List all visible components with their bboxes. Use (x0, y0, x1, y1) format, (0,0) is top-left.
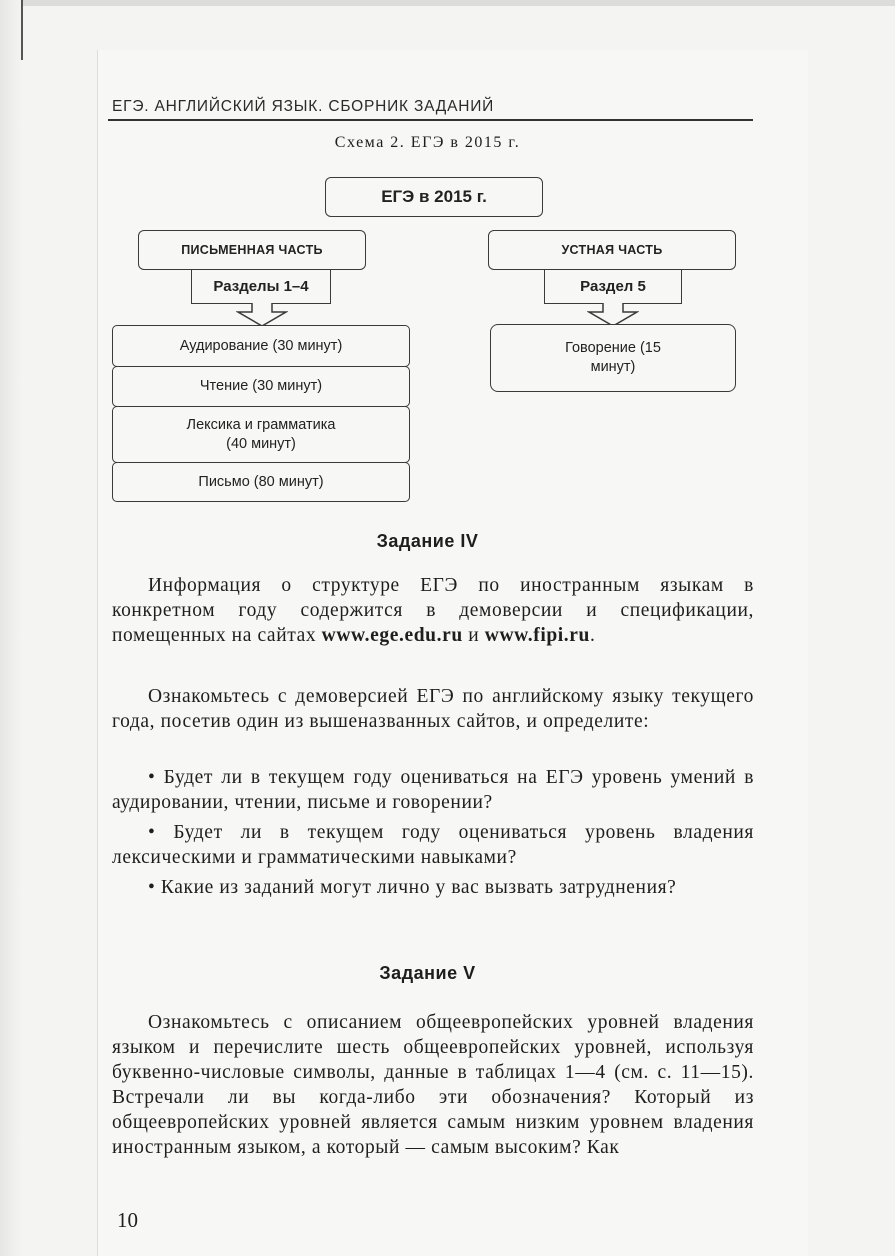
task4-p1-and: и (462, 625, 485, 646)
scheme-caption: Схема 2. ЕГЭ в 2015 г. (334, 134, 521, 151)
written-item-label: Чтение (30 минут) (199, 378, 323, 395)
task4-bullet: • Будет ли в текущем году оцениваться уровень владения лексическими и грамматическими навыками? (112, 822, 754, 868)
task4-p1-text: Информация о структуре ЕГЭ по иностранным языкам в конкретном году содержится в демоверсии и спецификации, помещенных на сайтах (112, 575, 754, 646)
task4-heading: Задание IV (376, 531, 479, 551)
written-item-lexis-grammar (112, 406, 410, 463)
written-item-writing (112, 462, 410, 502)
written-item-reading (112, 366, 410, 407)
written-item-listening (112, 325, 410, 367)
oral-part-label: УСТНАЯ ЧАСТЬ (561, 242, 663, 257)
written-item-label: Лексика и грамматика (40 минут) (186, 416, 336, 452)
page-number: 10 (117, 1208, 138, 1232)
task5-heading: Задание V (379, 963, 476, 983)
task4-bullet: • Какие из заданий могут лично у вас вызвать затруднения? (148, 877, 677, 898)
oral-sections-box (544, 270, 682, 304)
task4-paragraph-2: Ознакомьтесь с демоверсией ЕГЭ по английскому языку текущего года, посетив один из вышеназванных сайтов, и определите: (112, 686, 754, 732)
scan-binding-mark (21, 0, 23, 60)
oral-item-speaking (490, 324, 736, 392)
running-head-rule (108, 119, 753, 121)
oral-item-label: Говорение (15 минут) (565, 340, 661, 375)
task5-paragraph-1: Ознакомьтесь с описанием общеевропейских уровней владения языком и перечислите шесть общеевропейских уровней, используя буквенно-числовые символы, данные в таблицах 1—4 (см. с. 11—15). Встречали ли вы когда-либо эти обозначения? Который из общеевропейских уровней является самым низким уровнем владения иностранным языком, а который — самым высоким? Как (112, 1012, 754, 1158)
site-link-ege[interactable]: www.ege.edu.ru (321, 625, 463, 646)
scan-left-edge (0, 0, 22, 1256)
written-item-label: Аудирование (30 минут) (179, 337, 343, 354)
scheme-root-label: ЕГЭ в 2015 г. (381, 186, 487, 206)
scheme-root-box (325, 177, 543, 217)
task4-bullet: • Будет ли в текущем году оцениваться на ЕГЭ уровень умений в аудировании, чтении, письме и говорении? (112, 767, 754, 813)
task4-p1-end: . (589, 625, 596, 646)
running-head: ЕГЭ. АНГЛИЙСКИЙ ЯЗЫК. СБОРНИК ЗАДАНИЙ (112, 98, 495, 115)
written-sections-label: Разделы 1–4 (213, 277, 309, 295)
written-part-label: ПИСЬМЕННАЯ ЧАСТЬ (181, 242, 323, 257)
written-part-box (138, 230, 366, 270)
site-link-fipi[interactable]: www.fipi.ru (484, 625, 590, 646)
oral-part-box (488, 230, 736, 270)
written-item-label: Письмо (80 минут) (198, 473, 324, 490)
task4-paragraph-1 (112, 573, 754, 648)
oral-sections-label: Раздел 5 (580, 277, 646, 295)
written-sections-box (191, 270, 331, 304)
scan-top-edge (0, 0, 895, 6)
